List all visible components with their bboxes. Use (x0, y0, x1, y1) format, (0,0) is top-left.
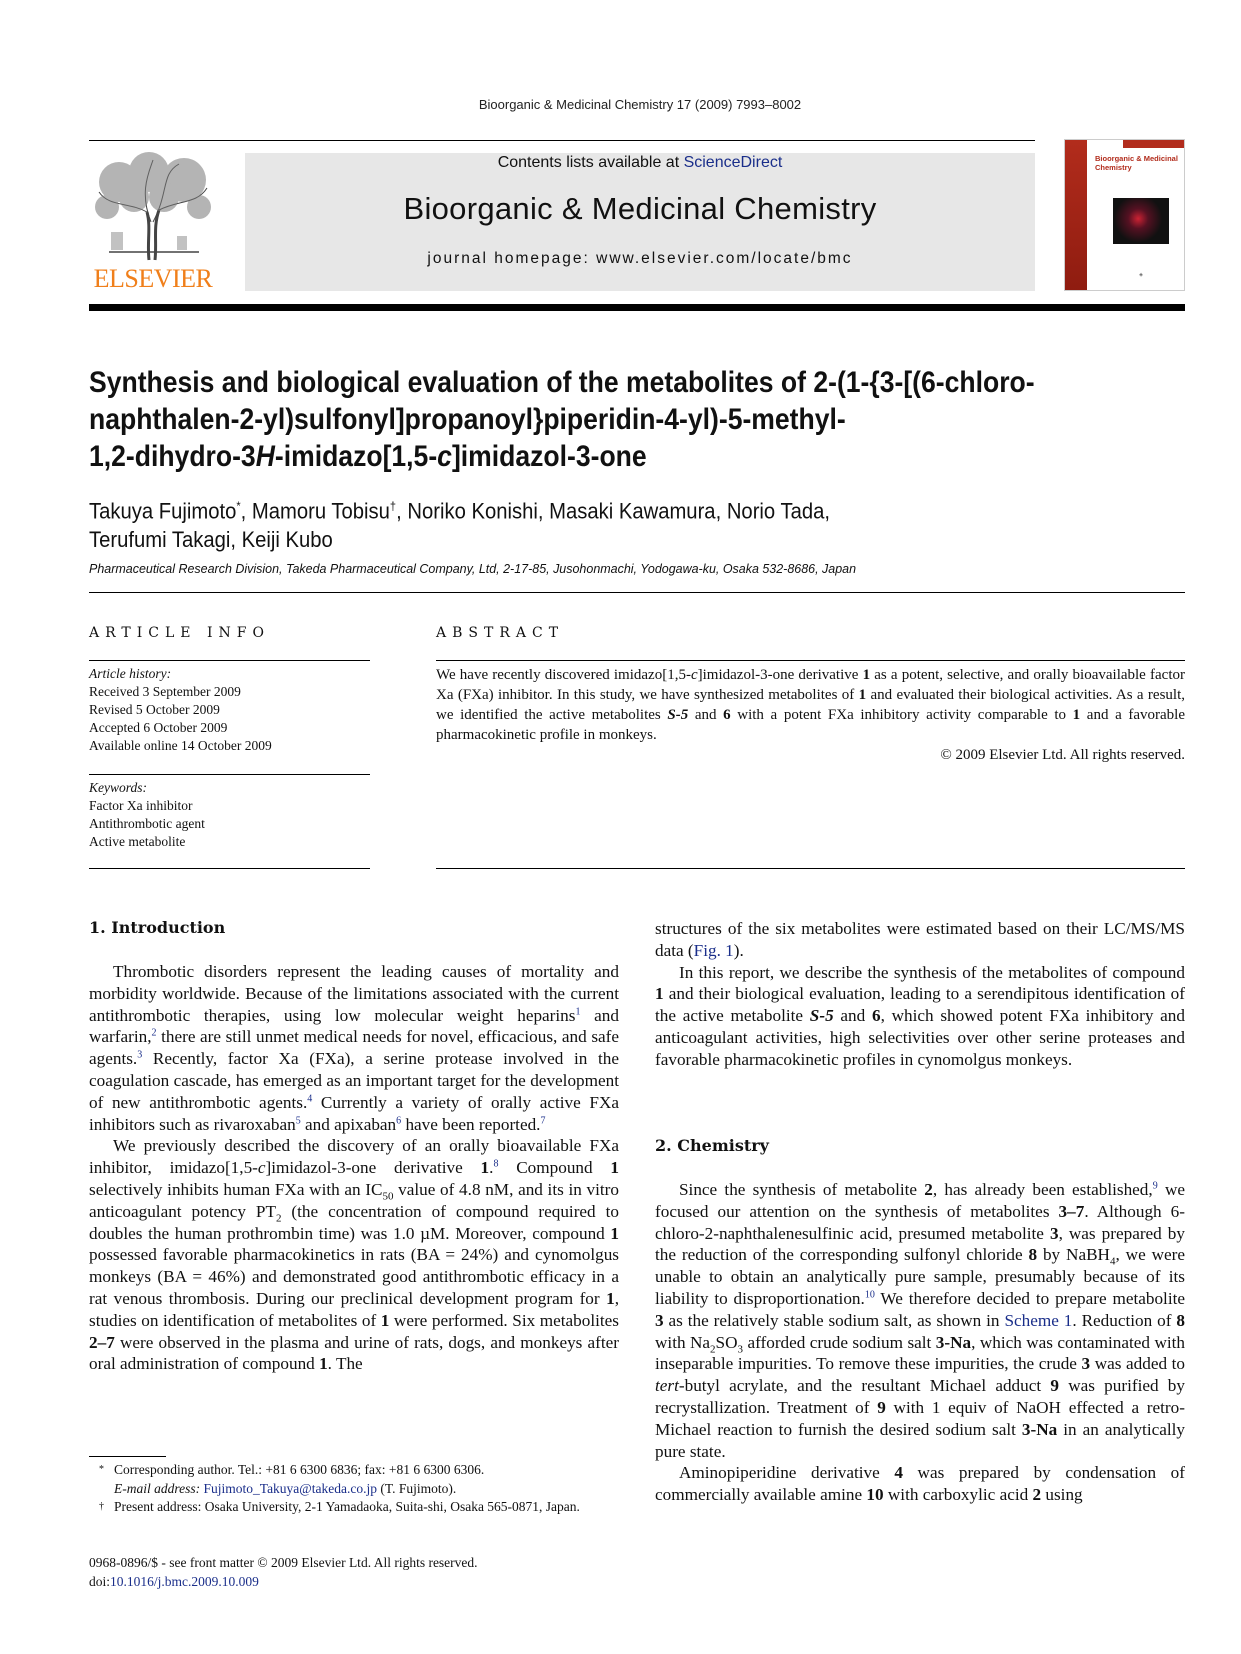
footnotes (89, 1461, 619, 1517)
author-list (89, 492, 1101, 554)
abstract-rule (436, 868, 1185, 869)
citation-link[interactable]: 6 (396, 1114, 402, 1126)
abstract-copyright: © 2009 Elsevier Ltd. All rights reserved. (940, 747, 1185, 763)
tree-icon (89, 152, 217, 262)
author-name[interactable]: Norio Tada (726, 498, 825, 524)
title-text: -imidazo[1,5- (274, 440, 438, 473)
intro-continuation: structures of the six metabolites were estimated based on their LC/MS/MS data (Fig. 1). (655, 919, 1185, 960)
contents-line (245, 153, 1035, 172)
footnote-rule (89, 1456, 166, 1457)
citation-link[interactable]: 5 (295, 1114, 301, 1126)
cover-title: Bioorganic & Medicinal Chemistry (1095, 154, 1178, 172)
keyword: Active metabolite (89, 834, 186, 849)
title-line-2: naphthalen-2-yl)sulfonyl]propanoyl}piperidin-4-yl)-5-methyl- (89, 403, 846, 436)
elsevier-wordmark: ELSEVIER (93, 264, 213, 293)
abstract-body (436, 665, 1185, 765)
citation-link[interactable]: 3 (137, 1049, 143, 1061)
article-info-heading: ARTICLE INFO (89, 625, 270, 641)
citation-link[interactable]: 1 (575, 1005, 581, 1017)
contents-prefix: Contents lists available at (497, 154, 684, 171)
title-line-3 (89, 438, 1079, 475)
keyword: Antithrombotic agent (89, 816, 205, 831)
section-heading-introduction: 1. Introduction (89, 918, 226, 937)
cover-footer: ◈ (1139, 272, 1143, 278)
footnote-present-address: † Present address: Osaka University, 2-1 Yamadaoka, Suita-shi, Osaka 565-0871, Japan. (99, 1499, 580, 1514)
cover-band (1065, 140, 1087, 290)
keywords (89, 779, 379, 851)
citation-link[interactable]: 10 (864, 1289, 875, 1301)
journal-title: Bioorganic & Medicinal Chemistry (403, 191, 877, 226)
info-rule (89, 660, 370, 661)
history-received: Received 3 September 2009 (89, 684, 241, 699)
cover-top-bar (1123, 140, 1185, 148)
intro-paragraph-1: Thrombotic disorders represent the leading causes of mortality and morbidity worldwide. Because of the limitations associated with the current antithrombotic therapies, using low molecular weight heparins$^1$ and warfarin,$^2$ there are still unmet medical needs for novel, efficacious, and safe agents.$^3$ Recently, factor Xa (FXa), a serine protease involved in the coagulation cascade, has emerged as an important target for the development of new antithrombotic agents.$^4$ Currently a variety of orally active FXa inhibitors such as rivaroxaban$^5$ and apixaban$^6$ have been reported.$^7$ (89, 962, 619, 1134)
affiliation-rule (89, 592, 1185, 593)
intro-paragraph-3: In this report, we describe the synthesis of the metabolites of compound 1 and their biological evaluation, leading to a serendipitous identification of the active metabolite S-5 and 6, which showed potent FXa inhibitory and anticoagulant activities, high selectivities over other serine proteases and favorable pharmacokinetic profiles in cynomolgus monkeys. (655, 962, 1185, 1069)
title-text: ]imidazol-3-one (451, 440, 647, 473)
author-name[interactable]: Masaki Kawamura (549, 498, 716, 524)
journal-banner (245, 153, 1035, 291)
running-head: Bioorganic & Medicinal Chemistry 17 (2009) 7993–8002 (478, 97, 802, 112)
article-history (89, 665, 379, 755)
title-italic: H (255, 440, 275, 473)
article-title (89, 364, 1079, 475)
title-italic: c (437, 440, 452, 473)
citation-link[interactable]: 8 (493, 1158, 499, 1170)
doi-line: doi:10.1016/j.bmc.2009.10.009 (89, 1573, 259, 1589)
footnote-corresponding: * Corresponding author. Tel.: +81 6 6300 6836; fax: +81 6 6300 6306. (99, 1462, 485, 1477)
elsevier-logo[interactable] (89, 152, 217, 292)
intro-column (89, 961, 619, 1375)
authors-line-2: Terufumi Takagi, Keiji Kubo (89, 527, 333, 553)
section-heading-chemistry: 2. Chemistry (655, 1136, 769, 1155)
chemistry-paragraph-1: Since the synthesis of metabolite 2, has already been established,$^9$ we focused our attention on the synthesis of metabolites 3–7. Although 6-chloro-2-naphthalenesulfinic acid, presumed metabolite 3, was prepared by the reduction of the corresponding sulfonyl chloride 8 by NaBH$_4$, we were unable to obtain an analytically pure sample, presumably because of its liability to disproportionation.$^{10}$ We therefore decided to prepare metabolite 3 as the relatively stable sodium salt, as shown in Scheme 1. Reduction of 8 with $Na_2SO_3$ afforded crude sodium salt 3-Na, which was contaminated with inseparable impurities. To remove these impurities, the crude 3 was added to tert-butyl acrylate, and the resultant Michael adduct 9 was purified by recrystallization. Treatment of 9 with 1 equiv of NaOH effected a retro-Michael reaction to furnish the desired sodium salt 3-Na in an analytically pure state. (655, 1180, 1186, 1461)
sciencedirect-link[interactable]: ScienceDirect (683, 154, 783, 171)
title-text: 1,2-dihydro-3 (89, 440, 256, 473)
history-label: Article history: (89, 666, 172, 681)
keyword: Factor Xa inhibitor (89, 798, 193, 813)
keywords-label: Keywords: (89, 780, 147, 795)
scheme-link[interactable]: Scheme 1 (1004, 1310, 1073, 1330)
info-rule (89, 774, 370, 775)
citation-link[interactable]: 2 (151, 1027, 157, 1039)
author-name[interactable]: Mamoru Tobisu (251, 498, 390, 524)
cover-image (1113, 198, 1169, 244)
chemistry-column (655, 1179, 1185, 1506)
doi-link[interactable]: 10.1016/j.bmc.2009.10.009 (110, 1573, 259, 1589)
authors-line-1: Takuya Fujimoto*, Mamoru Tobisu†, Noriko Konishi, Masaki Kawamura, Norio Tada, (89, 498, 830, 524)
history-online: Available online 14 October 2009 (89, 738, 272, 753)
journal-cover-thumbnail[interactable] (1064, 139, 1185, 291)
issn-line: 0968-0896/$ - see front matter © 2009 Elsevier Ltd. All rights reserved. (89, 1555, 478, 1570)
info-rule (89, 868, 370, 869)
author-name[interactable]: Keiji Kubo (241, 527, 333, 553)
author-name[interactable]: Terufumi Takagi (89, 527, 231, 553)
header-thick-rule (89, 304, 1185, 311)
abstract-text: We have recently discovered imidazo[1,5-c]imidazol-3-one derivative 1 as a potent, selective, and orally bioavailable factor Xa (FXa) inhibitor. In this study, we have synthesized metabolites of 1 and evaluated their biological activities. As a result, we identified the active metabolites S-5 and 6 with a potent FXa inhibitory activity comparable to 1 and a favorable pharmacokinetic profile in monkeys. (436, 667, 1185, 743)
author-name[interactable]: Noriko Konishi (407, 498, 538, 524)
abstract-rule (436, 660, 1185, 661)
intro-paragraph-2: We previously described the discovery of an orally bioavailable FXa inhibitor, imidazo[1,5-c]imidazol-3-one derivative 1.$^8$ Compound 1 selectively inhibits human FXa with an $IC_{50}$ value of 4.8 nM, and its in vitro anticoagulant potency $PT_2$ (the concentration of compound required to doubles the human prothrombin time) was 1.0 µM. Moreover, compound 1 possessed favorable pharmacokinetics in rats (BA = 24%) and cynomolgus monkeys (BA = 46%) and demonstrated good antithrombotic efficacy in a rat venous thrombosis. During our preclinical development program for 1, studies on identification of metabolites of 1 were performed. Six metabolites 2–7 were observed in the plasma and urine of rats, dogs, and monkeys after oral administration of compound 1. The (89, 1136, 619, 1374)
intro-continued-column (655, 918, 1185, 1071)
author-mark[interactable]: † (389, 499, 397, 513)
chemistry-paragraph-2: Aminopiperidine derivative 4 was prepared by condensation of commercially available amine 10 with carboxylic acid 2 using (655, 1463, 1185, 1505)
abstract-heading: ABSTRACT (436, 625, 565, 641)
front-matter (89, 1554, 649, 1591)
citation-link[interactable]: 7 (540, 1114, 546, 1126)
citation-link[interactable]: 9 (1152, 1180, 1158, 1192)
title-line-1: Synthesis and biological evaluation of the metabolites of 2-(1-{3-[(6-chloro- (89, 366, 1035, 399)
footnote-email: E-mail address: Fujimoto_Takuya@takeda.co.jp (T. Fujimoto). (114, 1480, 457, 1496)
history-accepted: Accepted 6 October 2009 (89, 720, 228, 735)
figure-link[interactable]: Fig. 1 (693, 940, 734, 960)
journal-homepage[interactable]: journal homepage: www.elsevier.com/locate/bmc (427, 250, 853, 267)
header-rule (89, 140, 1035, 141)
citation-link[interactable]: 4 (307, 1093, 313, 1105)
author-mark[interactable]: * (236, 499, 241, 513)
author-name[interactable]: Takuya Fujimoto (89, 498, 237, 524)
email-link[interactable]: Fujimoto_Takuya@takeda.co.jp (203, 1480, 377, 1496)
affiliation: Pharmaceutical Research Division, Takeda Pharmaceutical Company, Ltd, 2-17-85, Jusohonmachi, Yodogawa-ku, Osaka 532-8686, Japan (89, 561, 857, 576)
history-revised: Revised 5 October 2009 (89, 702, 220, 717)
